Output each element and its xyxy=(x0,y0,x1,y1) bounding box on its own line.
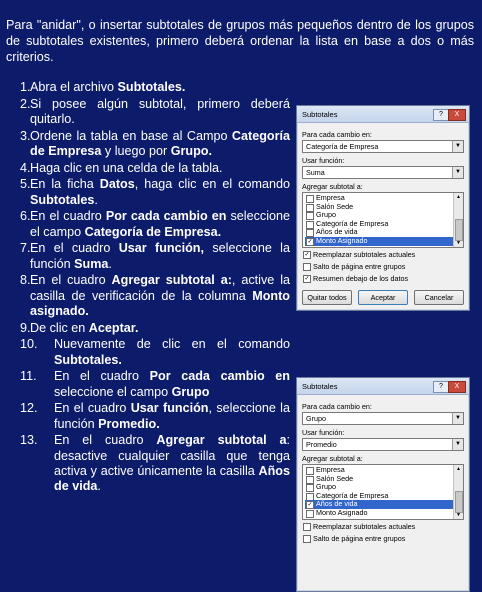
step-emphasis: Años de vida xyxy=(54,464,290,494)
step-text: En el cuadro xyxy=(54,401,131,416)
list-scrollbar[interactable] xyxy=(453,193,463,247)
step-number: 1. xyxy=(20,80,31,94)
function-value: Suma xyxy=(306,168,325,177)
step-number: 4. xyxy=(20,160,31,175)
summary-below-checkbox[interactable] xyxy=(302,273,464,284)
step-emphasis: Suma xyxy=(74,256,109,271)
step-number: 3. xyxy=(20,128,31,143)
dialog-title: Subtotales xyxy=(302,110,338,119)
list-item-label: Empresa xyxy=(316,465,345,474)
step-number: 8. xyxy=(20,273,31,288)
step-emphasis: Monto asignado. xyxy=(30,288,290,318)
checkbox-icon[interactable] xyxy=(303,535,311,543)
step-number: 9. xyxy=(20,320,31,335)
page-break-checkbox[interactable] xyxy=(302,261,464,272)
close-icon[interactable]: X xyxy=(448,109,466,121)
step-emphasis: Subtotales. xyxy=(54,352,122,367)
cancel-button[interactable]: Cancelar xyxy=(414,290,464,305)
step-emphasis: Categoría de Empresa. xyxy=(84,224,222,239)
step-item xyxy=(8,209,290,240)
close-icon[interactable]: X xyxy=(448,381,466,393)
step-text: En el cuadro xyxy=(54,369,150,384)
change-field-value: Categoría de Empresa xyxy=(306,142,379,151)
page-break-checkbox[interactable] xyxy=(302,533,464,544)
scroll-up-icon[interactable]: ▲ xyxy=(456,194,461,200)
checkbox-icon[interactable] xyxy=(306,510,314,518)
help-icon[interactable]: ? xyxy=(433,109,449,121)
step-item xyxy=(8,337,290,368)
change-field-select[interactable] xyxy=(302,140,464,153)
help-icon[interactable]: ? xyxy=(433,381,449,393)
function-select[interactable] xyxy=(302,438,464,451)
checkbox-icon[interactable] xyxy=(303,523,311,531)
step-emphasis: Por cada cambio en xyxy=(149,369,290,384)
function-value: Promedio xyxy=(306,440,337,449)
list-item-label: Categoría de Empresa xyxy=(316,218,389,228)
subtotals-dialog-2 xyxy=(296,377,470,592)
steps-list xyxy=(8,80,290,496)
list-item[interactable] xyxy=(305,237,453,246)
scroll-up-icon[interactable]: ▲ xyxy=(456,466,461,472)
step-text: En la ficha xyxy=(30,177,100,192)
accept-button[interactable]: Aceptar xyxy=(358,290,408,305)
step-text: En el cuadro xyxy=(30,241,119,256)
step-item xyxy=(8,97,290,128)
step-text: Haga clic en una celda de la tabla. xyxy=(30,160,223,175)
step-number: 7. xyxy=(20,241,31,256)
step-item xyxy=(8,80,290,95)
list-item-label: Salón Sede xyxy=(316,473,354,483)
step-text: . xyxy=(97,479,101,494)
step-text: , active la casilla de verificación de la columna xyxy=(30,273,290,303)
step-number: 10. xyxy=(20,337,38,352)
list-item[interactable] xyxy=(305,509,463,518)
step-emphasis: Subtotales xyxy=(30,192,95,207)
step-text: Nuevamente de clic en el comando xyxy=(54,337,290,352)
step-text: y luego por xyxy=(101,144,171,158)
page-break-label: Salto de página entre grupos xyxy=(313,261,406,271)
step-emphasis: Usar función, xyxy=(118,241,205,256)
list-scrollbar[interactable] xyxy=(453,465,463,519)
step-text: , seleccione la función xyxy=(54,401,290,431)
checkbox-checked-icon[interactable]: ✓ xyxy=(307,502,313,509)
step-text: , haga clic en el comando xyxy=(134,177,290,192)
list-item-label: Grupo xyxy=(316,210,336,220)
step-item xyxy=(8,369,290,400)
step-text: En el cuadro xyxy=(30,209,106,224)
add-subtotal-list[interactable] xyxy=(302,464,464,520)
step-text: : desactive cualquier casilla que tenga activa y active únicamente la casilla xyxy=(54,433,290,478)
step-item xyxy=(8,321,290,336)
step-number: 12. xyxy=(20,401,38,416)
step-emphasis: Categoría de Empresa xyxy=(30,128,290,158)
list-item-label: Categoría de Empresa xyxy=(316,490,389,500)
change-field-select[interactable] xyxy=(302,412,464,425)
step-emphasis: Grupo xyxy=(171,384,210,399)
function-select[interactable] xyxy=(302,166,464,179)
change-field-label: Para cada cambio en: xyxy=(302,130,372,139)
change-field-value: Grupo xyxy=(306,414,326,423)
step-text: . xyxy=(108,256,112,271)
step-text: En el cuadro xyxy=(54,433,157,448)
chevron-down-icon[interactable]: ▼ xyxy=(452,439,463,450)
summary-below-label: Resumen debajo de los datos xyxy=(313,273,409,283)
step-emphasis: Agregar subtotal a xyxy=(156,433,287,448)
step-emphasis: Grupo. xyxy=(170,144,212,158)
dialog-titlebar xyxy=(297,106,469,123)
add-subtotal-label: Agregar subtotal a: xyxy=(302,454,363,463)
list-item-label: Monto Asignado xyxy=(316,235,368,245)
page-break-label: Salto de página entre grupos xyxy=(313,533,406,543)
step-text: seleccione el campo xyxy=(30,209,290,239)
scroll-down-icon[interactable]: ▼ xyxy=(456,239,461,246)
function-label: Usar función: xyxy=(302,428,345,437)
step-text: . xyxy=(94,192,98,207)
list-item-label: Salón Sede xyxy=(316,201,354,211)
replace-subtotals-checkbox[interactable] xyxy=(302,249,464,260)
list-item-label: Años de vida xyxy=(316,499,358,509)
chevron-down-icon[interactable]: ▼ xyxy=(452,413,463,424)
step-number: 11. xyxy=(20,369,37,384)
step-emphasis: Promedio. xyxy=(98,416,160,431)
step-item xyxy=(8,129,290,160)
function-label: Usar función: xyxy=(302,156,345,165)
step-number: 5. xyxy=(20,177,31,192)
step-item xyxy=(8,401,290,432)
scroll-down-icon[interactable]: ▼ xyxy=(456,511,461,518)
list-item-label: Empresa xyxy=(316,193,345,202)
checkbox-icon[interactable] xyxy=(303,263,311,271)
add-subtotal-label: Agregar subtotal a: xyxy=(302,182,363,191)
step-item xyxy=(8,177,290,208)
step-text: Ordene la tabla en base al Campo xyxy=(30,128,232,143)
list-item-label: Años de vida xyxy=(316,227,358,237)
step-emphasis: Datos xyxy=(99,177,135,192)
step-text: En el cuadro xyxy=(30,273,112,288)
step-item xyxy=(8,273,290,319)
step-number: 13. xyxy=(20,433,38,448)
remove-all-button[interactable]: Quitar todos xyxy=(302,290,352,305)
replace-subtotals-checkbox[interactable] xyxy=(302,521,464,532)
step-emphasis: Subtotales. xyxy=(117,80,186,94)
step-item xyxy=(8,241,290,272)
step-text: Abra el archivo xyxy=(30,80,118,94)
subtotals-dialog-1 xyxy=(296,105,470,311)
dialog-titlebar xyxy=(297,378,469,395)
intro-paragraph: Para "anidar", o insertar subtotales de grupos más pequeños dentro de los grupos de subtotales existentes, primero deberá ordenar la lista en base a dos o más criterios. xyxy=(6,17,474,64)
dialog-title: Subtotales xyxy=(302,382,338,391)
checkbox-checked-icon[interactable]: ✓ xyxy=(304,251,310,258)
step-number: 2. xyxy=(20,96,31,111)
step-emphasis: Agregar subtotal a: xyxy=(111,273,232,288)
replace-subtotals-label: Reemplazar subtotales actuales xyxy=(313,521,416,531)
step-text: seleccione la función xyxy=(30,241,290,271)
checkbox-checked-icon[interactable]: ✓ xyxy=(307,238,313,245)
add-subtotal-list[interactable] xyxy=(302,192,464,248)
step-text: seleccione el campo xyxy=(54,384,172,399)
change-field-label: Para cada cambio en: xyxy=(302,402,372,411)
list-item-label: Grupo xyxy=(316,482,336,492)
step-item xyxy=(8,161,290,176)
replace-subtotals-label: Reemplazar subtotales actuales xyxy=(313,249,416,259)
step-item xyxy=(8,433,290,495)
chevron-down-icon[interactable]: ▼ xyxy=(452,167,463,178)
checkbox-checked-icon[interactable]: ✓ xyxy=(304,275,310,282)
step-emphasis: Por cada cambio en xyxy=(105,209,227,224)
step-number: 6. xyxy=(20,209,31,224)
chevron-down-icon[interactable]: ▼ xyxy=(452,141,463,152)
step-emphasis: Usar función xyxy=(130,401,209,416)
step-text: De clic en xyxy=(30,320,89,335)
step-text: Si posee algún subtotal, primero deberá quitarlo. xyxy=(30,96,290,126)
step-emphasis: Aceptar. xyxy=(88,320,139,335)
list-item-label: Monto Asignado xyxy=(316,507,368,517)
